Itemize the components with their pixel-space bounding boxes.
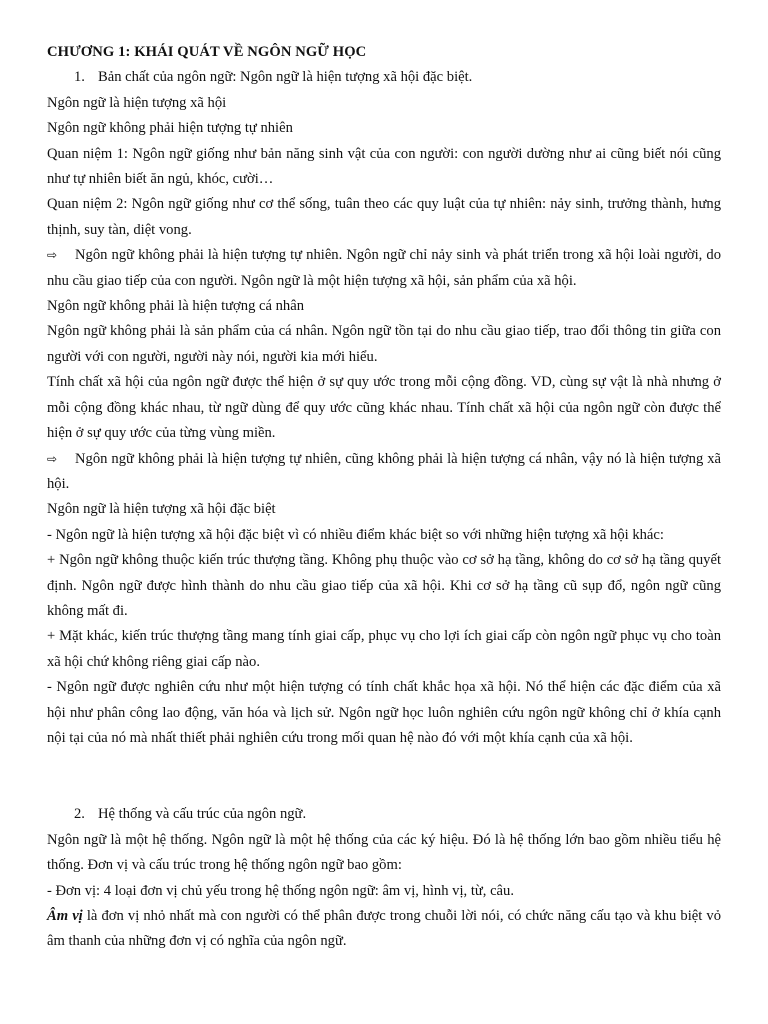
section-2-heading-text: Hệ thống và cấu trúc của ngôn ngữ. [98,806,307,823]
paragraph-social-phenomenon: Ngôn ngữ là hiện tượng xã hội [47,94,227,111]
paragraph-research: - Ngôn ngữ được nghiên cứu như một hiện tượng có tính chất khắc họa xã hội. Nó thể hiện các đặc điểm của xã hội như phân công lao động, văn hóa và lịch sử. Ngôn ngữ học luôn nghiên cứu ngôn ngữ không chỉ ở khía cạnh nội tại của nó mà nhất thiết phải nghiên cứu trong mối quan hệ nào đó với một khía cạnh của xã hội. [47,679,721,746]
conclusion-social-text: Ngôn ngữ không phải là hiện tượng tự nhiên, cũng không phải là hiện tượng cá nhân, vậy nó là hiện tượng xã hội. [47,450,721,492]
arrow-icon: ⇨ [47,451,58,466]
section-1-heading [47,65,721,90]
phoneme-definition: là đơn vị nhỏ nhất mà con người có thể phân được trong chuỗi lời nói, có chức năng cấu tạo và khu biệt vỏ âm thanh của những đơn vị có nghĩa của ngôn ngữ. [47,908,721,950]
section-1-number: 1. [74,69,85,86]
paragraph-view-1: Quan niệm 1: Ngôn ngữ giống như bản năng sinh vật của con người: con người dường như ai cũng biết nói cũng như tự nhiên biết ăn ngủ, khóc, cười… [47,145,721,188]
section-2-heading [47,802,721,827]
document-page [47,40,721,955]
section-2-number: 2. [74,806,85,823]
arrow-icon: ⇨ [47,248,58,263]
paragraph-not-individual-detail: Ngôn ngữ không phải là sản phẩm của cá nhân. Ngôn ngữ tồn tại do nhu cầu giao tiếp, trao đổi thông tin giữa con người với con người, người này nói, người kia mới hiểu. [47,323,721,365]
paragraph-view-2: Quan niệm 2: Ngôn ngữ giống như cơ thể sống, tuân theo các quy luật của tự nhiên: nảy sinh, trưởng thành, hưng thịnh, suy tàn, diệt vong. [47,196,721,238]
paragraph-class-nature: + Mặt khác, kiến trúc thượng tầng mang tính giai cấp, phục vụ cho lợi ích giai cấp còn ngôn ngữ phục vụ cho toàn xã hội chứ không riêng giai cấp nào. [47,628,721,670]
paragraph-units: - Đơn vị: 4 loại đơn vị chủ yếu trong hệ thống ngôn ngữ: âm vị, hình vị, từ, câu. [47,882,514,899]
chapter-title: CHƯƠNG 1: KHÁI QUÁT VỀ NGÔN NGỮ HỌC [47,44,367,60]
paragraph-superstructure: + Ngôn ngữ không thuộc kiến trúc thượng tầng. Không phụ thuộc vào cơ sở hạ tầng, không do cơ sở hạ tầng quyết định. Ngôn ngữ được hình thành do nhu cầu giao tiếp của xã hội. Khi cơ sở hạ tầng cũ sụp đổ, ngôn ngữ cũng không mất đi. [47,552,721,619]
paragraph-not-individual: Ngôn ngữ không phải là hiện tượng cá nhân [47,298,304,315]
section-1-heading-text: Bản chất của ngôn ngữ: Ngôn ngữ là hiện tượng xã hội đặc biệt. [98,69,473,86]
paragraph-social-convention: Tính chất xã hội của ngôn ngữ được thể hiện ở sự quy ước trong mỗi cộng đồng. VD, cùng sự vật là nhà nhưng ở mỗi cộng đồng khác nhau, từ ngữ dùng để quy ước cũng khác nhau. Tính chất xã hội của ngôn ngữ còn được thể hiện ở sự quy ước của từng vùng miền. [47,374,721,442]
paragraph-special-social: Ngôn ngữ là hiện tượng xã hội đặc biệt [47,501,276,518]
section-gap [47,751,721,802]
conclusion-not-natural [47,243,721,294]
paragraph-special-reason: - Ngôn ngữ là hiện tượng xã hội đặc biệt vì có nhiều điểm khác biệt so với những hiện tượng xã hội khác: [47,526,664,543]
paragraph-not-natural: Ngôn ngữ không phải hiện tượng tự nhiên [47,120,293,137]
conclusion-not-natural-text: Ngôn ngữ không phải là hiện tượng tự nhiên. Ngôn ngữ chỉ nảy sinh và phát triển trong xã hội loài người, do nhu cầu giao tiếp của con người. Ngôn ngữ là một hiện tượng xã hội, sản phẩm của xã hội. [47,247,721,289]
conclusion-social [47,447,721,498]
term-phoneme: Âm vị [47,908,83,924]
paragraph-phoneme [47,904,721,955]
paragraph-system: Ngôn ngữ là một hệ thống. Ngôn ngữ là một hệ thống của các ký hiệu. Đó là hệ thống lớn bao gồm nhiều tiểu hệ thống. Đơn vị và cấu trúc trong hệ thống ngôn ngữ bao gồm: [47,831,721,874]
